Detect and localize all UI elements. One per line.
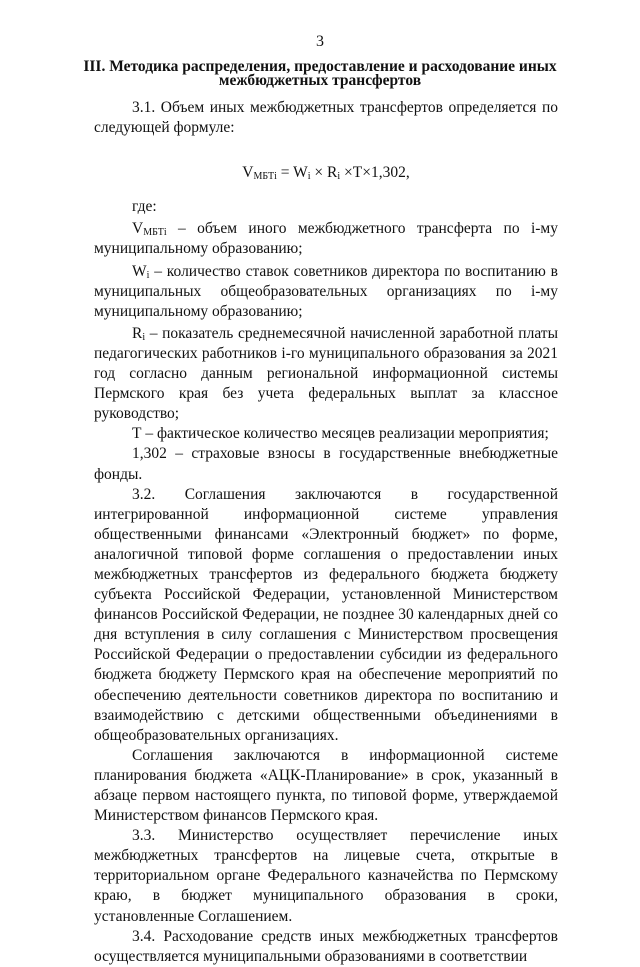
def-v-text: – объем иного межбюджетного трансферта по i-му муниципальному образованию;	[94, 220, 558, 258]
def-w-symbol: W	[132, 262, 147, 280]
definition-t: Т – фактическое количество месяцев реализации мероприятия;	[132, 425, 549, 443]
document-body	[94, 98, 558, 967]
where-label: где:	[132, 198, 157, 216]
definition-w	[94, 262, 558, 322]
formula-r-sub: i	[337, 171, 341, 183]
def-r-sub: i	[142, 331, 146, 343]
def-w-text: – количество ставок советников директора по воспитанию в муниципальных общеобразовательных организациях по i-му муниципальному образованию;	[94, 262, 558, 320]
formula-r: × R	[310, 164, 338, 182]
paragraph-3-3: 3.3. Министерство осуществляет перечисление иных межбюджетных трансфертов на лицевые счета, открытые в территориальном органе Федерального казначейства по Пермскому краю, в бюджет муниципального образования в сроки, установленные Соглашением.	[94, 827, 558, 925]
def-v-symbol: V	[132, 220, 144, 238]
paragraph-3-4: 3.4. Расходование средств иных межбюджетных трансфертов осуществляется муниципальными образованиями в соответствии	[94, 927, 558, 965]
paragraph-3-2-second: Соглашения заключаются в информационной системе планирования бюджета «АЦК-Планирование» в срок, указанный в абзаце первом настоящего пункта, по типовой форме, утверждаемой Министерством финансов Пермского края.	[94, 746, 558, 825]
definition-r	[94, 324, 558, 424]
definition-1302: 1,302 – страховые взносы в государственные внебюджетные фонды.	[94, 445, 558, 483]
formula-v-sub: МБТi	[253, 171, 277, 183]
formula	[94, 163, 558, 183]
def-v-sub: МБТi	[143, 227, 167, 239]
formula-w-sub: i	[307, 171, 311, 183]
def-r-symbol: R	[132, 324, 143, 342]
formula-v: V	[242, 164, 254, 182]
formula-tail: ×T×1,302,	[340, 164, 410, 182]
paragraph-3-2: 3.2. Соглашения заключаются в государственной интегрированной информационной системе управления общественными финансами «Электронный бюджет» по форме, аналогичной типовой форме соглашения о предоставлении иных межбюджетных трансфертов из федерального бюджета бюджету субъекта Российской Федерации, установленной Министерством финансов Российской Федерации, не позднее 30 календарных дней со дня вступления в силу соглашения с Министерством просвещения Российской Федерации о предоставлении субсидии из федерального бюджета бюджету Пермского края на обеспечение мероприятий по обеспечению деятельности советников директора по воспитанию и взаимодействию с детскими общественными объединениями в общеобразовательных организациях.	[94, 485, 558, 744]
page-number: 3	[316, 33, 324, 50]
definition-v	[94, 219, 558, 259]
def-r-text: – показатель среднемесячной начисленной заработной платы педагогических работников i-го муниципального образования за 2021 год согласно данным региональной информационной системы Пермского края без учета федеральных выплат за классное руководство;	[94, 324, 558, 423]
paragraph-3-1: 3.1. Объем иных межбюджетных трансфертов определяется по следующей формуле:	[94, 99, 558, 137]
section-title: III. Методика распределения, предоставление и расходование иных межбюджетных трансфертов	[83, 58, 557, 89]
def-w-sub: i	[146, 269, 150, 281]
formula-w: = W	[276, 164, 308, 182]
